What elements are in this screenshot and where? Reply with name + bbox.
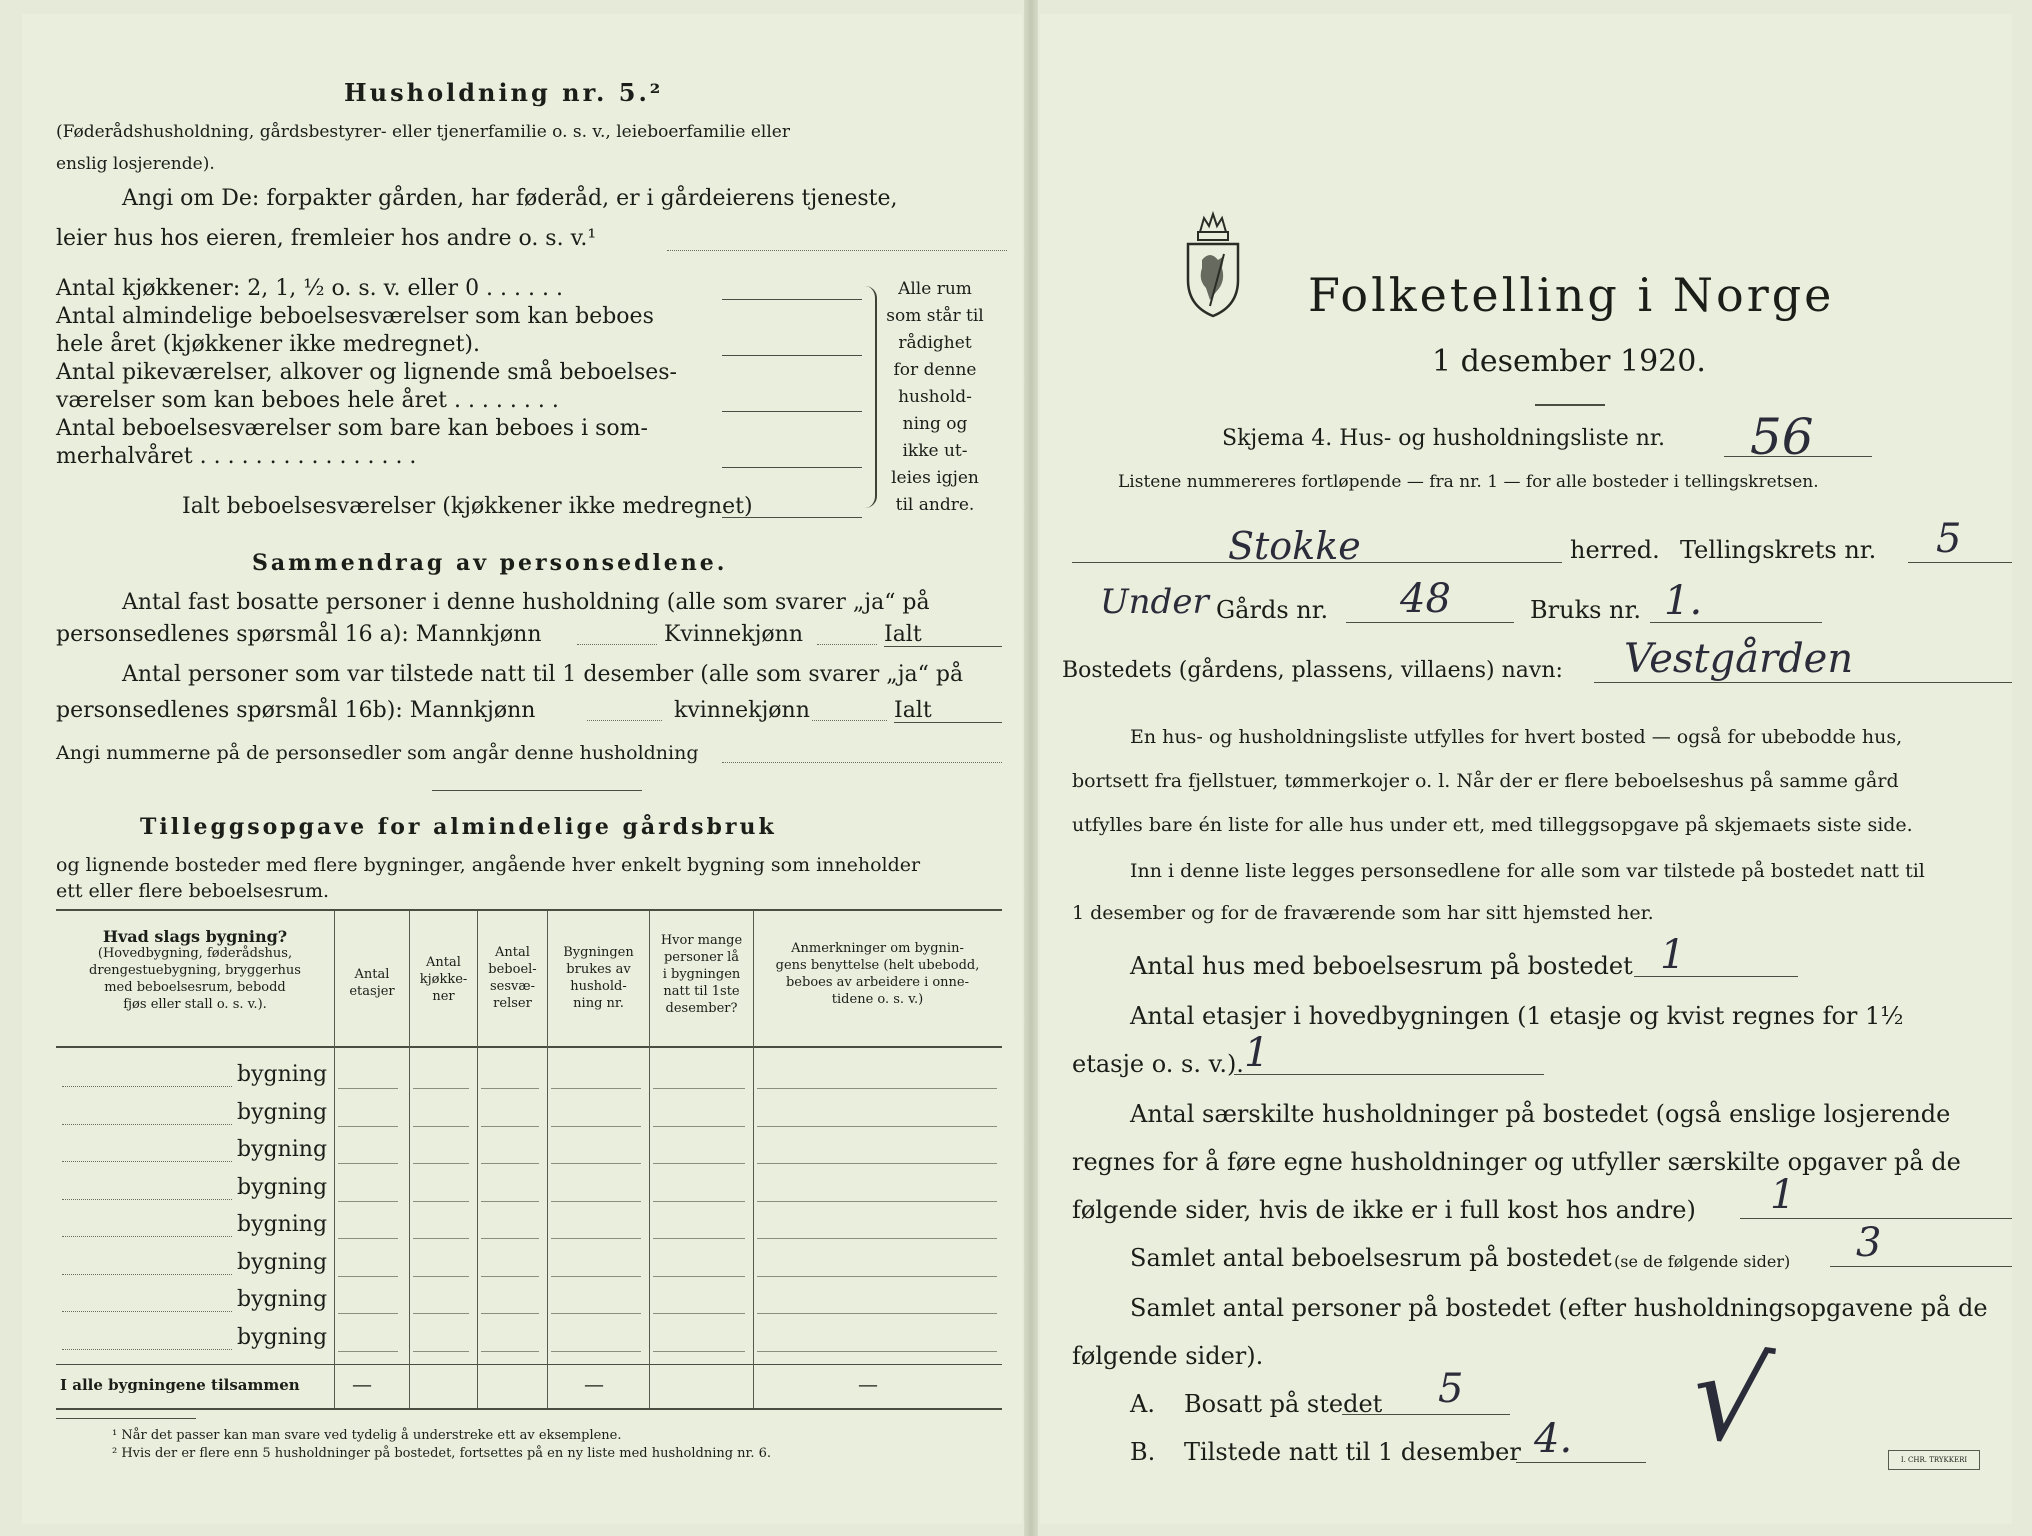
side-note-line: rådighet: [898, 333, 972, 353]
table-cell-line[interactable]: [757, 1238, 997, 1239]
col-header-rooms-line: sesvæ-: [490, 979, 535, 994]
total-row-label: I alle bygningene tilsammen: [60, 1376, 300, 1394]
floors-question-2: etasje o. s. v.).: [1072, 1050, 1244, 1078]
rooms-ordinary-2: hele året (kjøkkener ikke medregnet).: [56, 332, 480, 357]
table-total-rule: [56, 1364, 1002, 1365]
printer-stamp: I. CHR. TRYKKERI: [1888, 1450, 1980, 1470]
table-cell-line[interactable]: [481, 1126, 539, 1127]
footnote-1: ¹ Når det passer kan man svare ved tydelig å understreke ett av eksemplene.: [112, 1428, 622, 1443]
table-cell-line[interactable]: [481, 1201, 539, 1202]
rooms-answer-handwritten[interactable]: 3: [1856, 1220, 1882, 1266]
col-header-persons: [651, 932, 752, 1017]
rooms-summer-1: Antal beboelsesværelser som bare kan beboes i som-: [56, 416, 648, 441]
households-question-1: Antal særskilte husholdninger på bostedet (også enslige losjerende: [1130, 1100, 1951, 1128]
col-header-household-line: hushold-: [570, 979, 627, 994]
table-cell-line[interactable]: [757, 1276, 997, 1277]
floors-answer-line: [1234, 1074, 1544, 1075]
table-cell-line[interactable]: [338, 1351, 398, 1352]
col-header-persons-line: desember?: [665, 1001, 738, 1016]
households-answer-line: [1740, 1218, 2012, 1219]
side-note-line: hushold-: [898, 387, 972, 407]
side-note-line: ikke ut-: [902, 441, 968, 461]
building-row-label: bygning: [237, 1062, 328, 1087]
footnote-2: ² Hvis der er flere enn 5 husholdninger på bostedet, fortsettes på en ny liste med husholdning nr. 6.: [112, 1446, 772, 1461]
present-female-line[interactable]: [812, 720, 887, 721]
total-remarks-dash: —: [858, 1372, 878, 1396]
table-cell-line[interactable]: [481, 1276, 539, 1277]
building-row-label: bygning: [237, 1324, 328, 1350]
present-answer-handwritten[interactable]: 4.: [1534, 1416, 1573, 1462]
building-type-line[interactable]: [62, 1236, 232, 1237]
household-intro-2: enslig losjerende).: [56, 154, 215, 174]
table-cell-line[interactable]: [338, 1126, 398, 1127]
col-header-building-line: drengestuebygning, bryggerhus: [89, 963, 301, 978]
resident-male-line[interactable]: [577, 644, 657, 645]
building-type-line[interactable]: [62, 1086, 232, 1087]
col-header-rooms-line: beboel-: [488, 962, 537, 977]
building-type-line[interactable]: [62, 1349, 232, 1350]
table-col-divider: [547, 911, 548, 1408]
right-page: [1040, 14, 2012, 1524]
footnote-rule: [56, 1418, 196, 1419]
resident-label-a: A.: [1130, 1390, 1155, 1418]
table-cell-line[interactable]: [413, 1238, 469, 1239]
building-type-line[interactable]: [62, 1199, 232, 1200]
floors-question-1: Antal etasjer i hovedbygningen (1 etasje og kvist regnes for 1½: [1130, 1002, 1904, 1030]
district-label: Tellingskrets nr.: [1680, 536, 1877, 564]
table-col-divider: [753, 911, 754, 1408]
col-header-household: [549, 944, 648, 1012]
table-cell-line[interactable]: [338, 1088, 398, 1089]
col-header-building-line: (Hovedbygning, føderådshus,: [97, 946, 293, 961]
col-header-persons-line: Hvor mange: [660, 933, 743, 948]
rooms-answer-line: [1830, 1266, 2012, 1267]
table-cell-line[interactable]: [481, 1313, 539, 1314]
households-question-2: regnes for å føre egne husholdninger og utfyller særskilte opgaver på de: [1072, 1148, 1961, 1176]
table-cell-line[interactable]: [481, 1351, 539, 1352]
building-row-label: bygning: [237, 1174, 328, 1200]
table-cell-line[interactable]: [481, 1238, 539, 1239]
district-number-line: [1908, 562, 2012, 563]
side-note-line: leies igjen: [891, 468, 979, 488]
building-row-label: bygning: [237, 1212, 328, 1237]
instruction-1b: bortsett fra fjellstuer, tømmerkojer o. l. Når der er flere beboelseshus på samme gård: [1072, 770, 1899, 792]
table-cell-line[interactable]: [413, 1088, 469, 1089]
households-answer-handwritten[interactable]: 1: [1770, 1172, 1796, 1218]
col-header-remarks-line: beboes av arbeidere i onne-: [785, 975, 970, 990]
table-cell-line[interactable]: [338, 1276, 398, 1277]
rooms-total: Ialt beboelsesværelser (kjøkkener ikke medregnet): [182, 494, 753, 519]
summary-present-1: Antal personer som var tilstede natt til 1 desember (alle som svarer „ja“ på: [122, 662, 964, 687]
summary-resident-total: Ialt: [884, 622, 922, 647]
table-cell-line[interactable]: [413, 1313, 469, 1314]
summary-present-female: kvinnekjønn: [674, 698, 810, 723]
side-note-line: Alle rum: [898, 279, 972, 299]
tenure-answer-line[interactable]: [667, 250, 1007, 251]
table-top-rule: [56, 909, 1002, 911]
total-rooms-answer-line[interactable]: [722, 517, 862, 518]
col-header-floors: [336, 966, 408, 1000]
table-cell-line[interactable]: [653, 1351, 745, 1352]
col-header-floors-line: Antal: [354, 967, 390, 982]
summary-numbers: Angi nummerne på de personsedler som angår denne husholdning: [56, 742, 699, 764]
side-note-line: som står til: [886, 306, 984, 326]
table-cell-line[interactable]: [551, 1276, 641, 1277]
table-cell-line[interactable]: [413, 1276, 469, 1277]
resident-answer-handwritten[interactable]: 5: [1438, 1366, 1464, 1412]
table-cell-line[interactable]: [653, 1088, 745, 1089]
col-header-building-line: med beboelsesrum, bebodd: [104, 980, 286, 995]
table-cell-line[interactable]: [551, 1126, 641, 1127]
rooms-bracket: [865, 286, 877, 508]
summary-present-total: Ialt: [894, 698, 932, 723]
col-header-remarks: [755, 940, 1000, 1008]
summary-present-2: personsedlenes spørsmål 16b): Mannkjønn: [56, 698, 536, 723]
col-header-rooms: [479, 944, 546, 1012]
col-header-building-type: [60, 928, 330, 1013]
section-divider: [432, 790, 642, 791]
supplement-desc-1: og lignende bosteder med flere bygninger, angående hver enkelt bygning som inneholder: [56, 854, 921, 876]
municipality-line: [1072, 562, 1562, 563]
houses-answer-handwritten[interactable]: 1: [1660, 932, 1686, 978]
table-cell-line[interactable]: [413, 1201, 469, 1202]
rooms-maids-1: Antal pikeværelser, alkover og lignende små beboelses-: [56, 360, 677, 385]
col-header-persons-line: natt til 1ste: [663, 984, 740, 999]
col-header-persons-line: i bygningen: [662, 967, 741, 982]
supplement-title: Tilleggsopgave for almindelige gårdsbruk: [140, 814, 777, 840]
table-cell-line[interactable]: [481, 1088, 539, 1089]
municipality-handwritten[interactable]: Stokke: [1228, 524, 1361, 568]
place-name-label: Bostedets (gårdens, plassens, villaens) navn:: [1062, 658, 1563, 683]
col-header-household-line: Bygningen: [563, 945, 634, 960]
census-date: 1 desember 1920.: [1432, 344, 1706, 379]
col-header-household-line: ning nr.: [573, 996, 624, 1011]
table-cell-line[interactable]: [757, 1313, 997, 1314]
col-header-building-title: Hvad slags bygning?: [102, 927, 288, 946]
table-cell-line[interactable]: [653, 1126, 745, 1127]
table-cell-line[interactable]: [338, 1313, 398, 1314]
col-header-persons-line: personer lå: [663, 950, 740, 965]
table-col-divider: [409, 911, 410, 1408]
table-cell-line[interactable]: [757, 1201, 997, 1202]
table-cell-line[interactable]: [757, 1163, 997, 1164]
total-floors-dash: —: [352, 1372, 372, 1396]
present-male-line[interactable]: [587, 720, 662, 721]
place-name-handwritten[interactable]: Vestgården: [1624, 636, 1854, 682]
building-type-line[interactable]: [62, 1124, 232, 1125]
holding-number-label: Bruks nr.: [1530, 596, 1641, 624]
persons-question-2: følgende sider).: [1072, 1342, 1264, 1370]
table-cell-line[interactable]: [338, 1163, 398, 1164]
table-header-rule: [56, 1046, 1002, 1048]
table-cell-line[interactable]: [653, 1163, 745, 1164]
table-cell-line[interactable]: [551, 1351, 641, 1352]
instruction-2a: Inn i denne liste legges personsedlene for alle som var tilstede på bostedet natt til: [1130, 860, 1925, 882]
col-header-floors-line: etasjer: [349, 984, 395, 999]
resident-total-line[interactable]: [884, 646, 1002, 647]
table-cell-line[interactable]: [653, 1276, 745, 1277]
households-question-3: følgende sider, hvis de ikke er i full kost hos andre): [1072, 1196, 1696, 1224]
summary-resident-1: Antal fast bosatte personer i denne husholdning (alle som svarer „ja“ på: [122, 590, 930, 615]
table-cell-line[interactable]: [757, 1088, 997, 1089]
col-header-rooms-line: relser: [493, 996, 532, 1011]
checkmark-handwritten: √: [1682, 1325, 1778, 1474]
schema-label: Skjema 4. Hus- og husholdningsliste nr.: [1222, 426, 1665, 451]
table-cell-line[interactable]: [338, 1201, 398, 1202]
norway-coat-of-arms-icon: [1180, 210, 1246, 320]
col-header-remarks-line: gens benyttelse (helt ubebodd,: [775, 958, 980, 973]
numbering-instruction: Listene nummereres fortløpende — fra nr. 1 — for alle bosteder i tellingskretsen.: [1118, 472, 1819, 492]
houses-answer-line: [1634, 976, 1798, 977]
schema-number-handwritten[interactable]: 56: [1750, 408, 1814, 466]
table-cell-line[interactable]: [653, 1238, 745, 1239]
table-col-divider: [649, 911, 650, 1408]
present-text: Tilstede natt til 1 desember: [1184, 1438, 1521, 1466]
farm-number-label: Gårds nr.: [1216, 596, 1329, 624]
present-label-b: B.: [1130, 1438, 1156, 1466]
table-cell-line[interactable]: [757, 1351, 997, 1352]
present-total-line[interactable]: [894, 722, 1002, 723]
side-note-line: til andre.: [895, 495, 975, 515]
side-note-line: for denne: [893, 360, 977, 380]
rooms-ordinary-1: Antal almindelige beboelsesværelser som kan beboes: [56, 304, 654, 329]
household-title: Husholdning nr. 5.²: [344, 78, 664, 107]
building-type-line[interactable]: [62, 1311, 232, 1312]
col-header-kitchens-line: Antal: [426, 955, 461, 970]
table-cell-line[interactable]: [757, 1126, 997, 1127]
resident-answer-line: [1342, 1414, 1510, 1415]
instruction-2b: 1 desember og for de fraværende som har sitt hjemsted her.: [1072, 902, 1654, 924]
under-handwritten[interactable]: Under: [1100, 582, 1209, 622]
col-header-building-desc: [60, 945, 330, 1013]
table-col-divider: [334, 911, 335, 1408]
instruction-1c: utfylles bare én liste for alle hus under ett, med tilleggsopgave på skjemaets siste side.: [1072, 814, 1913, 836]
floors-answer-handwritten[interactable]: 1: [1244, 1030, 1270, 1076]
table-cell-line[interactable]: [551, 1238, 641, 1239]
instruction-1a: En hus- og husholdningsliste utfylles for hvert bosted — også for ubebodde hus,: [1130, 726, 1903, 748]
rooms-question: Samlet antal beboelsesrum på bostedet: [1130, 1244, 1612, 1272]
kitchens-answer-line[interactable]: [722, 299, 862, 300]
rooms-question-note: (se de følgende sider): [1614, 1252, 1791, 1271]
summer-answer-line[interactable]: [722, 467, 862, 468]
table-cell-line[interactable]: [413, 1126, 469, 1127]
holding-number-handwritten[interactable]: 1.: [1664, 578, 1703, 624]
present-answer-line: [1516, 1462, 1646, 1463]
question-tenure-1: Angi om De: forpakter gården, har føderåd, er i gårdeierens tjeneste,: [122, 186, 898, 211]
holding-number-line: [1650, 622, 1822, 623]
table-cell-line[interactable]: [481, 1163, 539, 1164]
schema-number-line: [1724, 456, 1872, 457]
col-header-building-line: fjøs eller stall o. s. v.).: [123, 997, 267, 1012]
houses-question: Antal hus med beboelsesrum på bostedet: [1130, 952, 1633, 980]
supplement-desc-2: ett eller flere beboelsesrum.: [56, 880, 330, 902]
rooms-summer-2: merhalvåret . . . . . . . . . . . . . . . .: [56, 444, 417, 469]
table-cell-line[interactable]: [551, 1088, 641, 1089]
col-header-kitchens-line: kjøkke-: [419, 972, 468, 987]
table-cell-line[interactable]: [413, 1163, 469, 1164]
table-cell-line[interactable]: [551, 1163, 641, 1164]
question-tenure-2: leier hus hos eieren, fremleier hos andre o. s. v.¹: [56, 226, 597, 251]
building-row-label: bygning: [237, 1287, 328, 1312]
title-divider: [1535, 404, 1605, 406]
table-cell-line[interactable]: [413, 1351, 469, 1352]
table-cell-line[interactable]: [551, 1313, 641, 1314]
place-name-line: [1594, 682, 2012, 683]
table-cell-line[interactable]: [551, 1201, 641, 1202]
building-type-line[interactable]: [62, 1274, 232, 1275]
table-cell-line[interactable]: [653, 1201, 745, 1202]
col-header-remarks-line: Anmerkninger om bygnin-: [791, 941, 964, 956]
table-bottom-rule: [56, 1408, 1002, 1410]
building-type-line[interactable]: [62, 1161, 232, 1162]
page-fold: [1024, 0, 1038, 1536]
side-note-line: ning og: [902, 414, 968, 434]
building-row-label: bygning: [237, 1099, 328, 1125]
col-header-kitchens: [411, 954, 476, 1005]
census-title: Folketelling i Norge: [1308, 268, 1835, 322]
building-row-label: bygning: [237, 1137, 328, 1162]
rooms-side-note: [880, 276, 990, 519]
table-col-divider: [477, 911, 478, 1408]
district-number-handwritten[interactable]: 5: [1936, 516, 1962, 562]
numbers-answer-line[interactable]: [722, 762, 1002, 763]
persons-question-1: Samlet antal personer på bostedet (efter husholdningsopgavene på de: [1130, 1294, 1988, 1322]
table-cell-line[interactable]: [653, 1313, 745, 1314]
ordinary-answer-line[interactable]: [722, 355, 862, 356]
maids-answer-line[interactable]: [722, 411, 862, 412]
col-header-household-line: brukes av: [566, 962, 631, 977]
col-header-remarks-line: tidene o. s. v.): [831, 992, 924, 1007]
household-intro-1: (Føderådshusholdning, gårdsbestyrer- eller tjenerfamilie o. s. v., leieboerfamilie eller: [56, 122, 790, 142]
rooms-maids-2: værelser som kan beboes hele året . . . . . . . .: [56, 388, 559, 413]
resident-female-line[interactable]: [817, 644, 877, 645]
farm-number-handwritten[interactable]: 48: [1400, 576, 1451, 622]
rooms-kitchens: Antal kjøkkener: 2, 1, ½ o. s. v. eller 0 . . . . . .: [56, 276, 563, 301]
col-header-kitchens-line: ner: [432, 989, 455, 1004]
col-header-rooms-line: Antal: [495, 945, 530, 960]
table-cell-line[interactable]: [338, 1238, 398, 1239]
left-page: [22, 14, 1022, 1524]
resident-text: Bosatt på stedet: [1184, 1390, 1383, 1418]
summary-title: Sammendrag av personsedlene.: [252, 550, 728, 576]
building-row-label: bygning: [237, 1249, 328, 1275]
summary-resident-2: personsedlenes spørsmål 16 a): Mannkjønn: [56, 622, 542, 647]
municipality-label: herred.: [1570, 536, 1660, 564]
farm-number-line: [1346, 622, 1514, 623]
total-household-dash: —: [584, 1372, 604, 1396]
summary-resident-female: Kvinnekjønn: [664, 622, 803, 647]
